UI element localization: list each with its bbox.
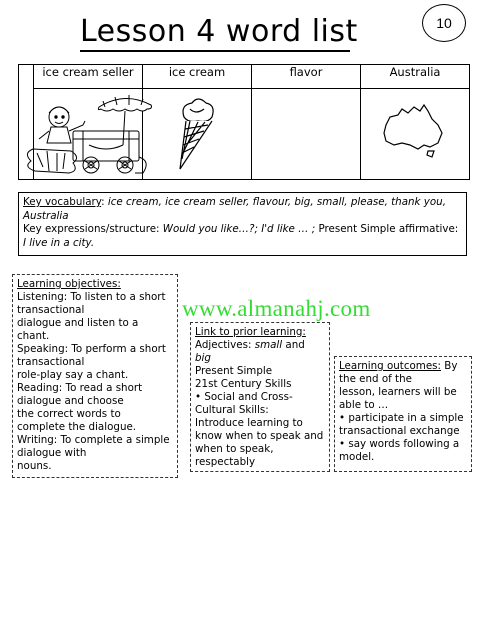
key-expressions-line <box>23 223 462 250</box>
picture-row <box>19 88 470 179</box>
word-row <box>19 65 470 89</box>
learning-outcomes-heading: Learning outcomes: <box>339 360 441 372</box>
outcome-line: • say words following a <box>339 438 460 450</box>
picture-cell <box>361 88 470 179</box>
adjective-big: big <box>195 352 211 364</box>
objective-line: dialogue and choose <box>17 395 124 407</box>
prior-learning-heading: Link to prior learning: <box>195 326 306 338</box>
key-vocabulary-text: ice cream, ice cream seller, flavour, big, small, please, thank you, Australia <box>23 196 446 222</box>
learning-outcomes-heading-line <box>339 360 467 373</box>
page-number: 10 <box>436 15 452 31</box>
outcome-line: model. <box>339 451 375 463</box>
prior-line: Cultural Skills: <box>195 404 269 416</box>
prior-line: 21st Century Skills <box>195 378 292 390</box>
prior-line: Present Simple <box>195 365 273 377</box>
prior-line: Introduce learning to <box>195 417 303 429</box>
objective-line: role-play say a chant. <box>17 369 129 381</box>
outcome-line: able to … <box>339 399 389 411</box>
key-vocabulary-label: Key vocabulary <box>23 196 102 208</box>
word-cell: flavor <box>252 65 361 89</box>
prior-line: know when to speak and <box>195 430 324 442</box>
learning-outcomes-box <box>334 356 472 472</box>
outcome-line: • participate in a simple <box>339 412 464 424</box>
key-expressions-label: Key expressions/structure: <box>23 223 160 236</box>
objective-line: Listening: To listen to a short <box>17 291 166 303</box>
learning-objectives-box <box>12 274 178 478</box>
objective-line: dialogue with <box>17 447 87 459</box>
key-vocabulary-box <box>18 192 467 256</box>
page-title: Lesson 4 word list <box>80 14 350 52</box>
picture-cell <box>143 88 252 179</box>
key-expressions-plain: Present Simple affirmative: <box>315 223 459 236</box>
prior-learning-box <box>190 322 330 472</box>
objective-line: nouns. <box>17 460 52 472</box>
objective-line: transactional <box>17 356 85 368</box>
word-list-table <box>18 64 470 180</box>
prior-line: • Social and Cross- <box>195 391 293 403</box>
learning-objectives-heading: Learning objectives: <box>17 278 121 290</box>
prior-line: respectably <box>195 456 256 468</box>
adjective-small: small <box>254 339 283 351</box>
prior-learning-adjectives <box>195 339 325 352</box>
picture-cell-empty <box>252 88 361 179</box>
objective-line: Speaking: To perform a short <box>17 343 166 355</box>
key-expressions-example: I live in a city. <box>23 236 95 249</box>
prior-line: when to speak, <box>195 443 274 455</box>
word-cell: ice cream seller <box>34 65 143 89</box>
ice-cream-cone-icon <box>172 95 222 175</box>
outcome-line: transactional exchange <box>339 425 460 437</box>
objective-line: the correct words to <box>17 408 121 420</box>
key-vocabulary-separator: : <box>101 196 108 208</box>
ice-cream-seller-cart-icon <box>13 91 163 177</box>
adjective-and: and <box>282 339 305 351</box>
objective-line: Reading: To read a short <box>17 382 143 394</box>
outcome-line: the end of the <box>339 373 412 385</box>
learning-outcomes-heading-tail: By <box>441 360 458 372</box>
objective-line: complete the dialogue. <box>17 421 137 433</box>
word-cell: ice cream <box>143 65 252 89</box>
key-vocabulary-line <box>23 196 462 223</box>
adjectives-label: Adjectives: <box>195 339 255 351</box>
key-expressions-italic: Would you like…?; I'd like … ; <box>162 223 316 236</box>
watermark: www.almanahj.com <box>182 296 371 321</box>
objective-line: transactional <box>17 304 85 316</box>
word-cell: Australia <box>361 65 470 89</box>
outcome-line: lesson, learners will be <box>339 386 457 398</box>
picture-cell <box>34 88 143 179</box>
page-number-badge <box>422 4 466 42</box>
australia-map-icon <box>380 103 450 159</box>
objective-line: dialogue and listen to a chant. <box>17 317 139 342</box>
objective-line: Writing: To complete a simple <box>17 434 170 446</box>
